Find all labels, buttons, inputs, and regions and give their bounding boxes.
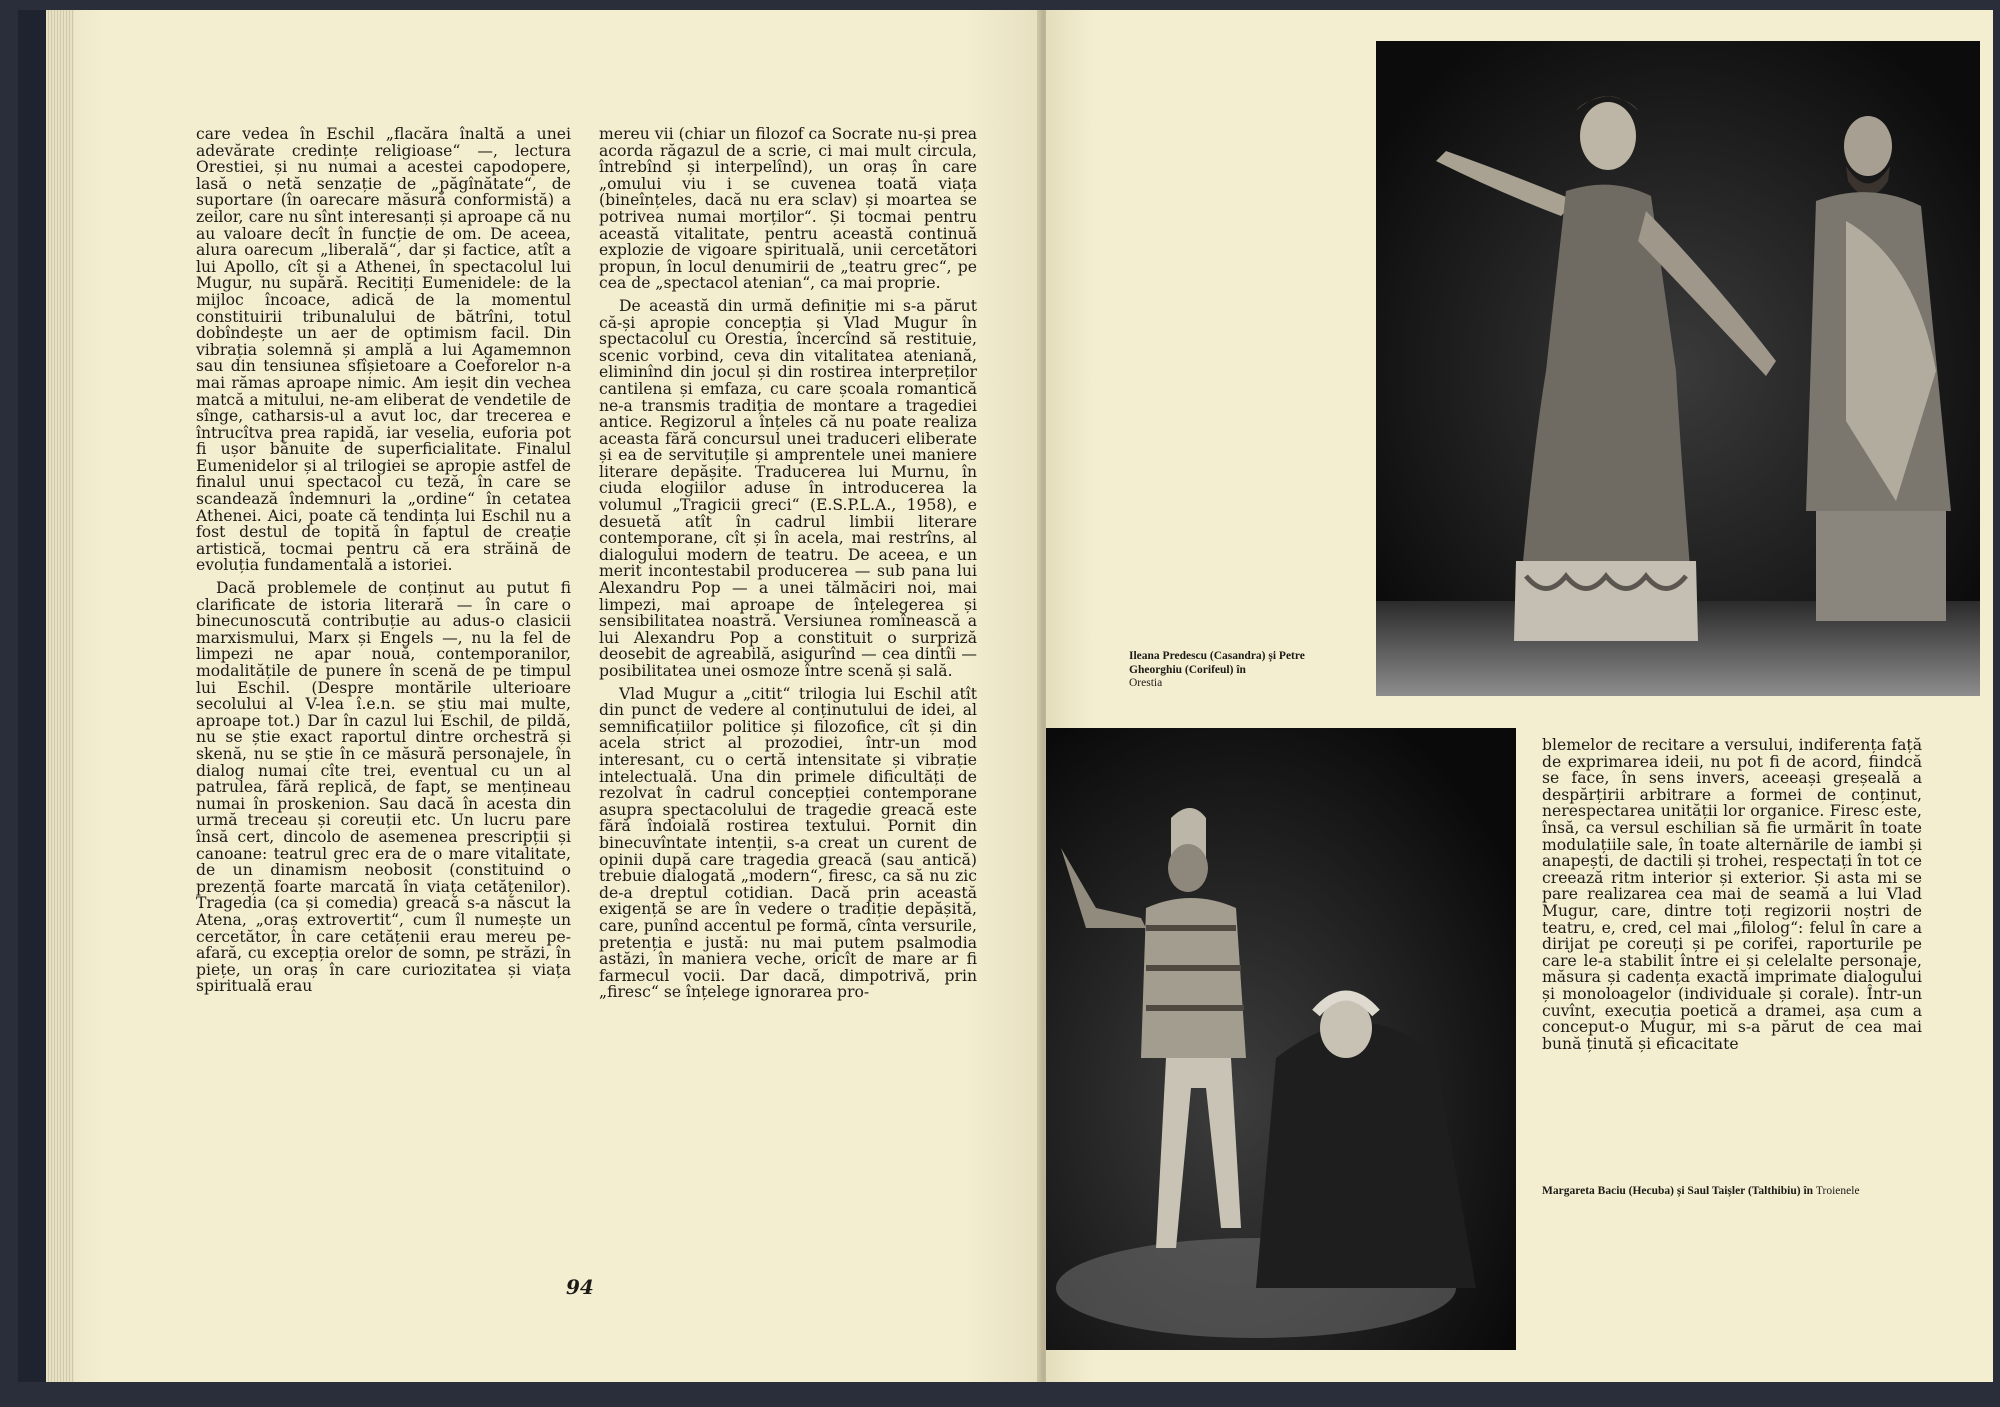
paragraph: care vedea în Eschil „flacăra înaltă a unei adevărate credințe religioase“ —, lectura Orestiei, și nu numai a acestei capodopere, lasă o netă senzație de „păgînătate“, de suportare (în oarecare măsură conformistă) a zeilor, care nu sînt interesanți și aproape că nu au valoare decît în funcție de om. De aceea, alura oarecum „liberală“, dar și factice, atît a lui Apollo, cît și a Athenei, în spectacolul lui Mugur, nu supără. Recitiți Eumenidele: de la mijloc încoace, adică de la momentul constituirii tribunalului de bătrîni, totul dobîndește un aer de optimism facil. Din vibrația solemnă și amplă a lui Agamemnon sau din tensiunea sfîșietoare a Coeforelor n-a mai rămas aproape nimic. Am ieșit din vechea matcă a mitului, ne-am eliberat de vendetile de sînge, catharsis-ul a avut loc, dar trecerea e întrucîtva prea rapidă, iar veselia, euforia pot fi ușor bănuite de superficialitate. Finalul Eumenidelor și al trilogiei se apropie astfel de finalul unui spectacol cu teză, în care se scandează îndemnuri la „ordine“ în cetatea Athenei. Aici, poate că tendința lui Eschil nu a fost destul de topită în faptul de creație artistică, tocmai pentru că era străină de evoluția fundamentală a istoriei. xyxy=(196,125,571,575)
page-number: 94 xyxy=(566,1275,594,1299)
photo-troienele-scene xyxy=(1046,728,1516,1350)
text-column-1 xyxy=(196,126,571,995)
paragraph: De această din urmă definiție mi s-a părut că-și apropie concepția și Vlad Mugur în spectacolul cu Orestia, încercînd să restituie, scenic vorbind, ceva din vitalitatea ateniană, eliminînd din jocul și din rostirea interpreților cantilena și emfaza, cu care școala romantică ne-a transmis tradiția de montare a tragediei antice. Regizorul a înțeles că nu poate realiza aceasta fără concursul unei traduceri eliberate și ea de servituțile și amprentele unei maniere literare depășite. Traducerea lui Murnu, în ciuda elogiilor aduse în introducerea la volumul „Tragicii greci“ (E.S.P.L.A., 1958), e desuetă atît în cadrul limbii literare contemporane, cît și în acela, mai restrîns, al dialogului modern de teatru. De aceea, e un merit incontestabil producerea — sub pana lui Alexandru Pop — a unei tălmăciri noi, mai limpezi, mai aproape de înțelegerea și sensibilitatea noastră. Versiunea romînească a lui Alexandru Pop a constituit o surpriză deosebit de agreabilă, asigurînd — cea dintîi — posibilitatea unei osmoze între scenă și sală. xyxy=(599,296,977,680)
paragraph: blemelor de recitare a versului, indiferența față de exprimarea ideii, nu pot fi de acord, fiindcă se face, în sens invers, aceeași greșeală a despărțirii arbitrare a formei de conținut, nerespectarea unității lor organice. Firesc este, însă, ca versul eschilian să fie urmărit în toate modulațiile sale, în toate alternările de iambi și anapești, de dactili și trohei, respectați în tot ce creează ritm interior și exterior. Și asta mi se pare realizarea cea mai de seamă a lui Vlad Mugur, care, dintre toți regizorii noștri de teatru, e, cred, cel mai „filolog“: felul în care a dirijat pe coreuți și pe corifei, raporturile pe care le-a stabilit între ei și celelalte personaje, măsura și cadența exactă imprimate dialogului și monoloagelor (individuale și corale). Într-un cuvînt, execuția poetică a dramei, așa cum a conceput-o Mugur, mi s-a părut de cea mai bună ținută și eficacitate xyxy=(1542,736,1922,1053)
photo-caption-troienele xyxy=(1542,1185,1952,1199)
paragraph: Dacă problemele de conținut au putut fi clarificate de istoria literară — în care o binecunoscută contribuție au adus-o clasicii marxismului, Marx și Engels —, nu la fel de limpezi ne apar nouă, contemporanilor, modalitățile de punere în scenă de pe timpul lui Eschil. (Despre montările ulterioare secolului al V-lea î.e.n. se știu mai multe, aproape tot.) Dar în cazul lui Eschil, de pildă, nu se știe exact raportul dintre orchestră și skenă, nu se știe în ce măsură personajele, în dialog numai cîte trei, eventual cu un al patrulea, fără replică, de fapt, se mențineau numai în proskenion. Sau dacă în acesta din urmă treceau și coreuții etc. Un lucru pare însă cert, dincolo de asemenea prescripții și canoane: teatrul grec era de o mare vitalitate, de un dinamism neobosit (constituind o prezență foarte marcată în viața cetățenilor). Tragedia (ca și comedia) greacă s-a născut la Atena, „oraș extrovertit“, cum îl numește un cercetător, în care cetățenii erau mereu pe-afară, cu excepția orelor de somn, pe străzi, în piețe, un oraș în care curiozitatea și viața spirituală erau xyxy=(196,579,571,996)
photo-caption-orestia xyxy=(1129,650,1354,691)
left-page xyxy=(46,10,1043,1382)
photo-orestia-scene xyxy=(1376,41,1980,696)
open-book xyxy=(18,10,1993,1382)
stage-photo-image xyxy=(1046,728,1516,1350)
right-page xyxy=(1046,10,1993,1382)
text-column-2 xyxy=(599,126,977,1001)
text-column-3 xyxy=(1542,737,1922,1052)
paragraph: mereu vii (chiar un filozof ca Socrate nu-și prea acorda răgazul de a scrie, ci mai mult circula, întrebînd și interpelînd), un oraș în care „omului viu i se cuvenea toată viața (bineînțeles, dacă nu era sclav) și moartea se potrivea numai morților“. Și tocmai pentru această vitalitate, pentru această continuă explozie de vigoare spirituală, unii cercetători propun, în locul denumirii de „teatru grec“, pe cea de „spectacol atenian“, ca mai proprie. xyxy=(599,125,977,293)
caption-names: Margareta Baciu (Hecuba) și Saul Taișler (Talthibiu) în xyxy=(1542,1185,1814,1197)
caption-names: Ileana Predescu (Casandra) și Petre Gheorghiu (Corifeul) în xyxy=(1129,650,1305,676)
caption-play: Troienele xyxy=(1815,1185,1860,1197)
stage-photo-image xyxy=(1376,41,1980,696)
page-edges xyxy=(46,10,74,1382)
paragraph: Vlad Mugur a „citit“ trilogia lui Eschil atît din punct de vedere al conținutului de idei, al semnificațiilor politice și filozofice, cît și din acela strict al prozodiei, într-un mod interesant, cu o certă intensitate și vibrație intelectuală. Una din primele dificultăți de rezolvat în cadrul concepției contemporane asupra spectacolului de tragedie greacă este fără îndoială rostirea textului. Pornit din binecuvîntate intenții, s-a creat un curent de opinii după care tragedia greacă (sau antică) trebuie dialogată „modern“, firesc, ca să nu zic de-a dreptul cotidian. Dacă prin această exigență se are în vedere o tradiție depășită, care, punînd accentul pe formă, cînta versurile, pretenția e justă: nu mai putem psalmodia astăzi, în maniera veche, oricît de mare ar fi farmecul vocii. Dar dacă, dimpotrivă, prin „firesc“ se înțelege ignorarea pro- xyxy=(599,684,977,1002)
caption-play: Orestia xyxy=(1129,677,1163,689)
